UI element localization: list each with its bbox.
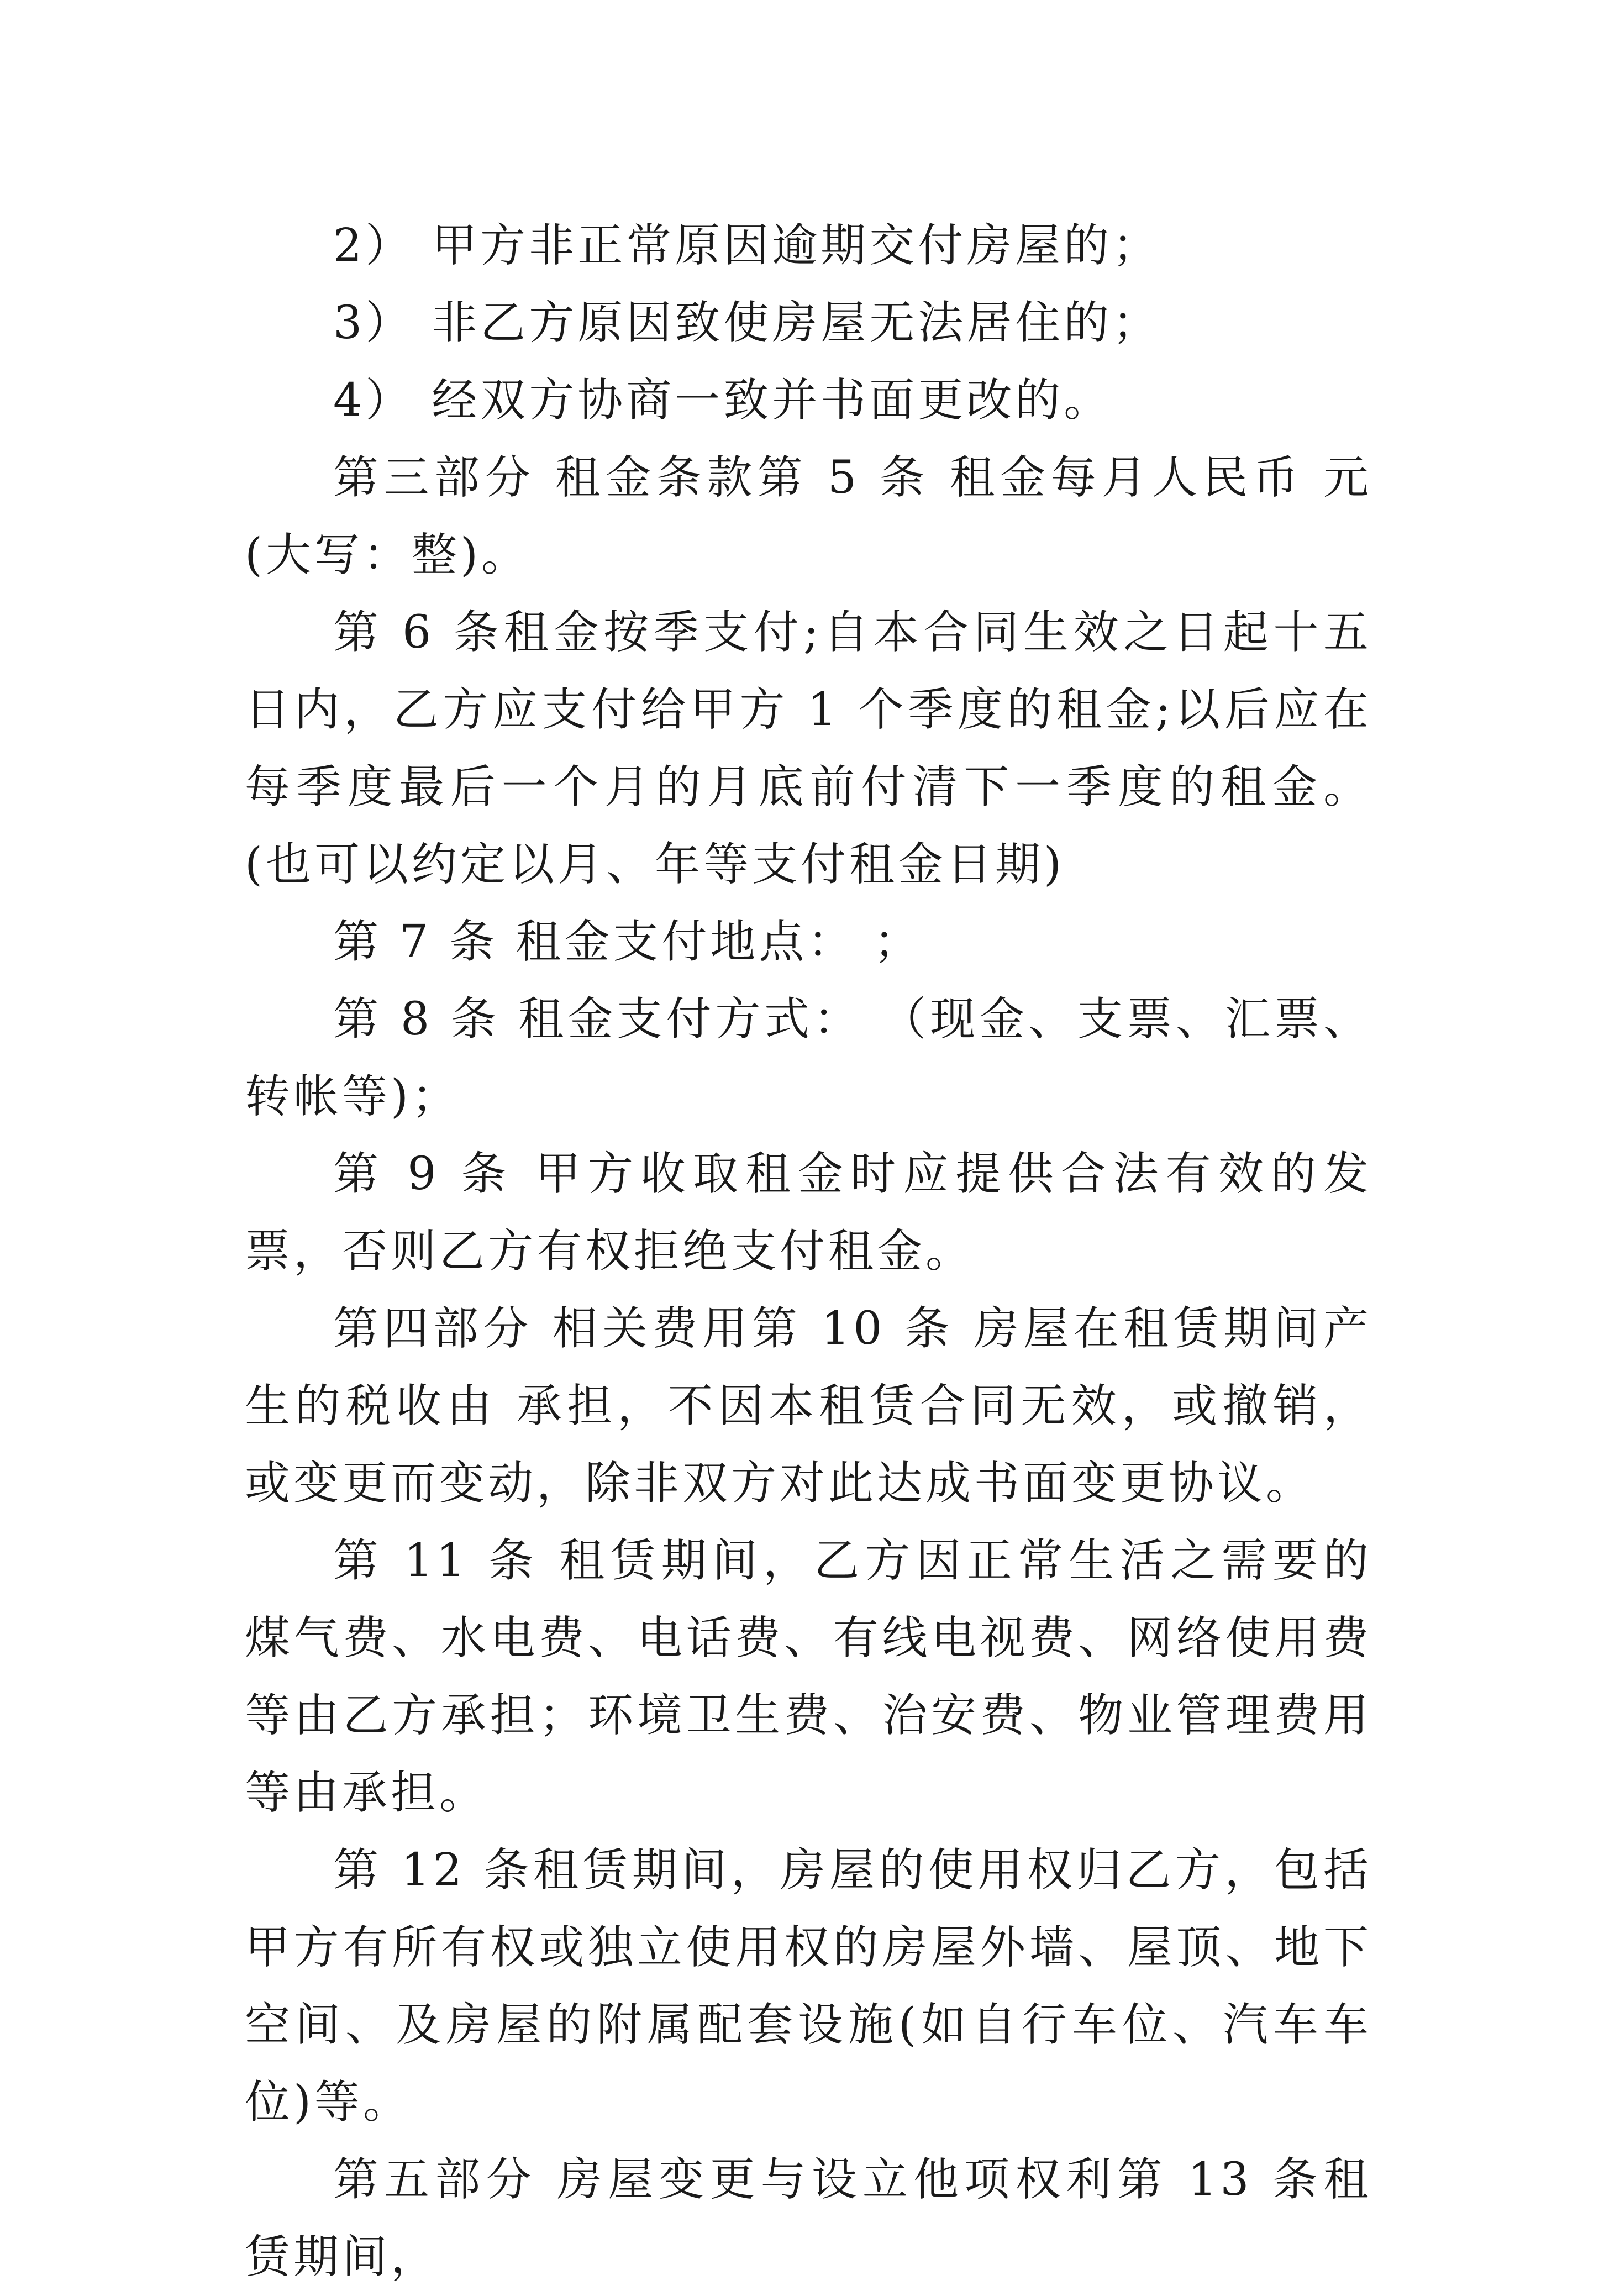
paragraph-part-5-article-13: 第五部分 房屋变更与设立他项权利第 13 条租赁期间， — [245, 2153, 1372, 2283]
paragraph-item-4: 4） 经双方协商一致并书面更改的。 — [333, 374, 1113, 427]
paragraph-part-3-rent-article-5: 第三部分 租金条款第 5 条 租金每月人民币 元(大写：整)。 — [245, 451, 1372, 581]
paragraph-part-4-article-10: 第四部分 相关费用第 10 条 房屋在租赁期间产生的税收由 承担，不因本租赁合同无效，或撤销，或变更而变动，除非双方对此达成书面变更协议。 — [245, 1302, 1372, 1510]
paragraph-article-11: 第 11 条 租赁期间，乙方因正常生活之需要的煤气费、水电费、电话费、有线电视费、网络使用费等由乙方承担；环境卫生费、治安费、物业管理费用等由承担。 — [245, 1535, 1372, 1819]
paragraph-item-3: 3） 非乙方原因致使房屋无法居住的； — [333, 297, 1161, 349]
paragraph-article-12: 第 12 条租赁期间，房屋的使用权归乙方，包括甲方有所有权或独立使用权的房屋外墙、屋顶、地下空间、及房屋的附属配套设施(如自行车位、汽车车位)等。 — [245, 1844, 1372, 2129]
paragraph-item-2: 2） 甲方非正常原因逾期交付房屋的； — [333, 219, 1161, 272]
paragraph-article-6: 第 6 条租金按季支付;自本合同生效之日起十五日内，乙方应支付给甲方 1 个季度的租金;以后应在每季度最后一个月的月底前付清下一季度的租金。(也可以约定以月、年等支付租金日期) — [245, 606, 1372, 891]
document-body — [245, 207, 1372, 2296]
paragraph-article-7: 第 7 条 租金支付地点： ； — [333, 916, 923, 968]
paragraph-article-8: 第 8 条 租金支付方式： （现金、支票、汇票、转帐等)； — [245, 993, 1372, 1123]
paragraph-article-9: 第 9 条 甲方收取租金时应提供合法有效的发票，否则乙方有权拒绝支付租金。 — [245, 1148, 1372, 1278]
